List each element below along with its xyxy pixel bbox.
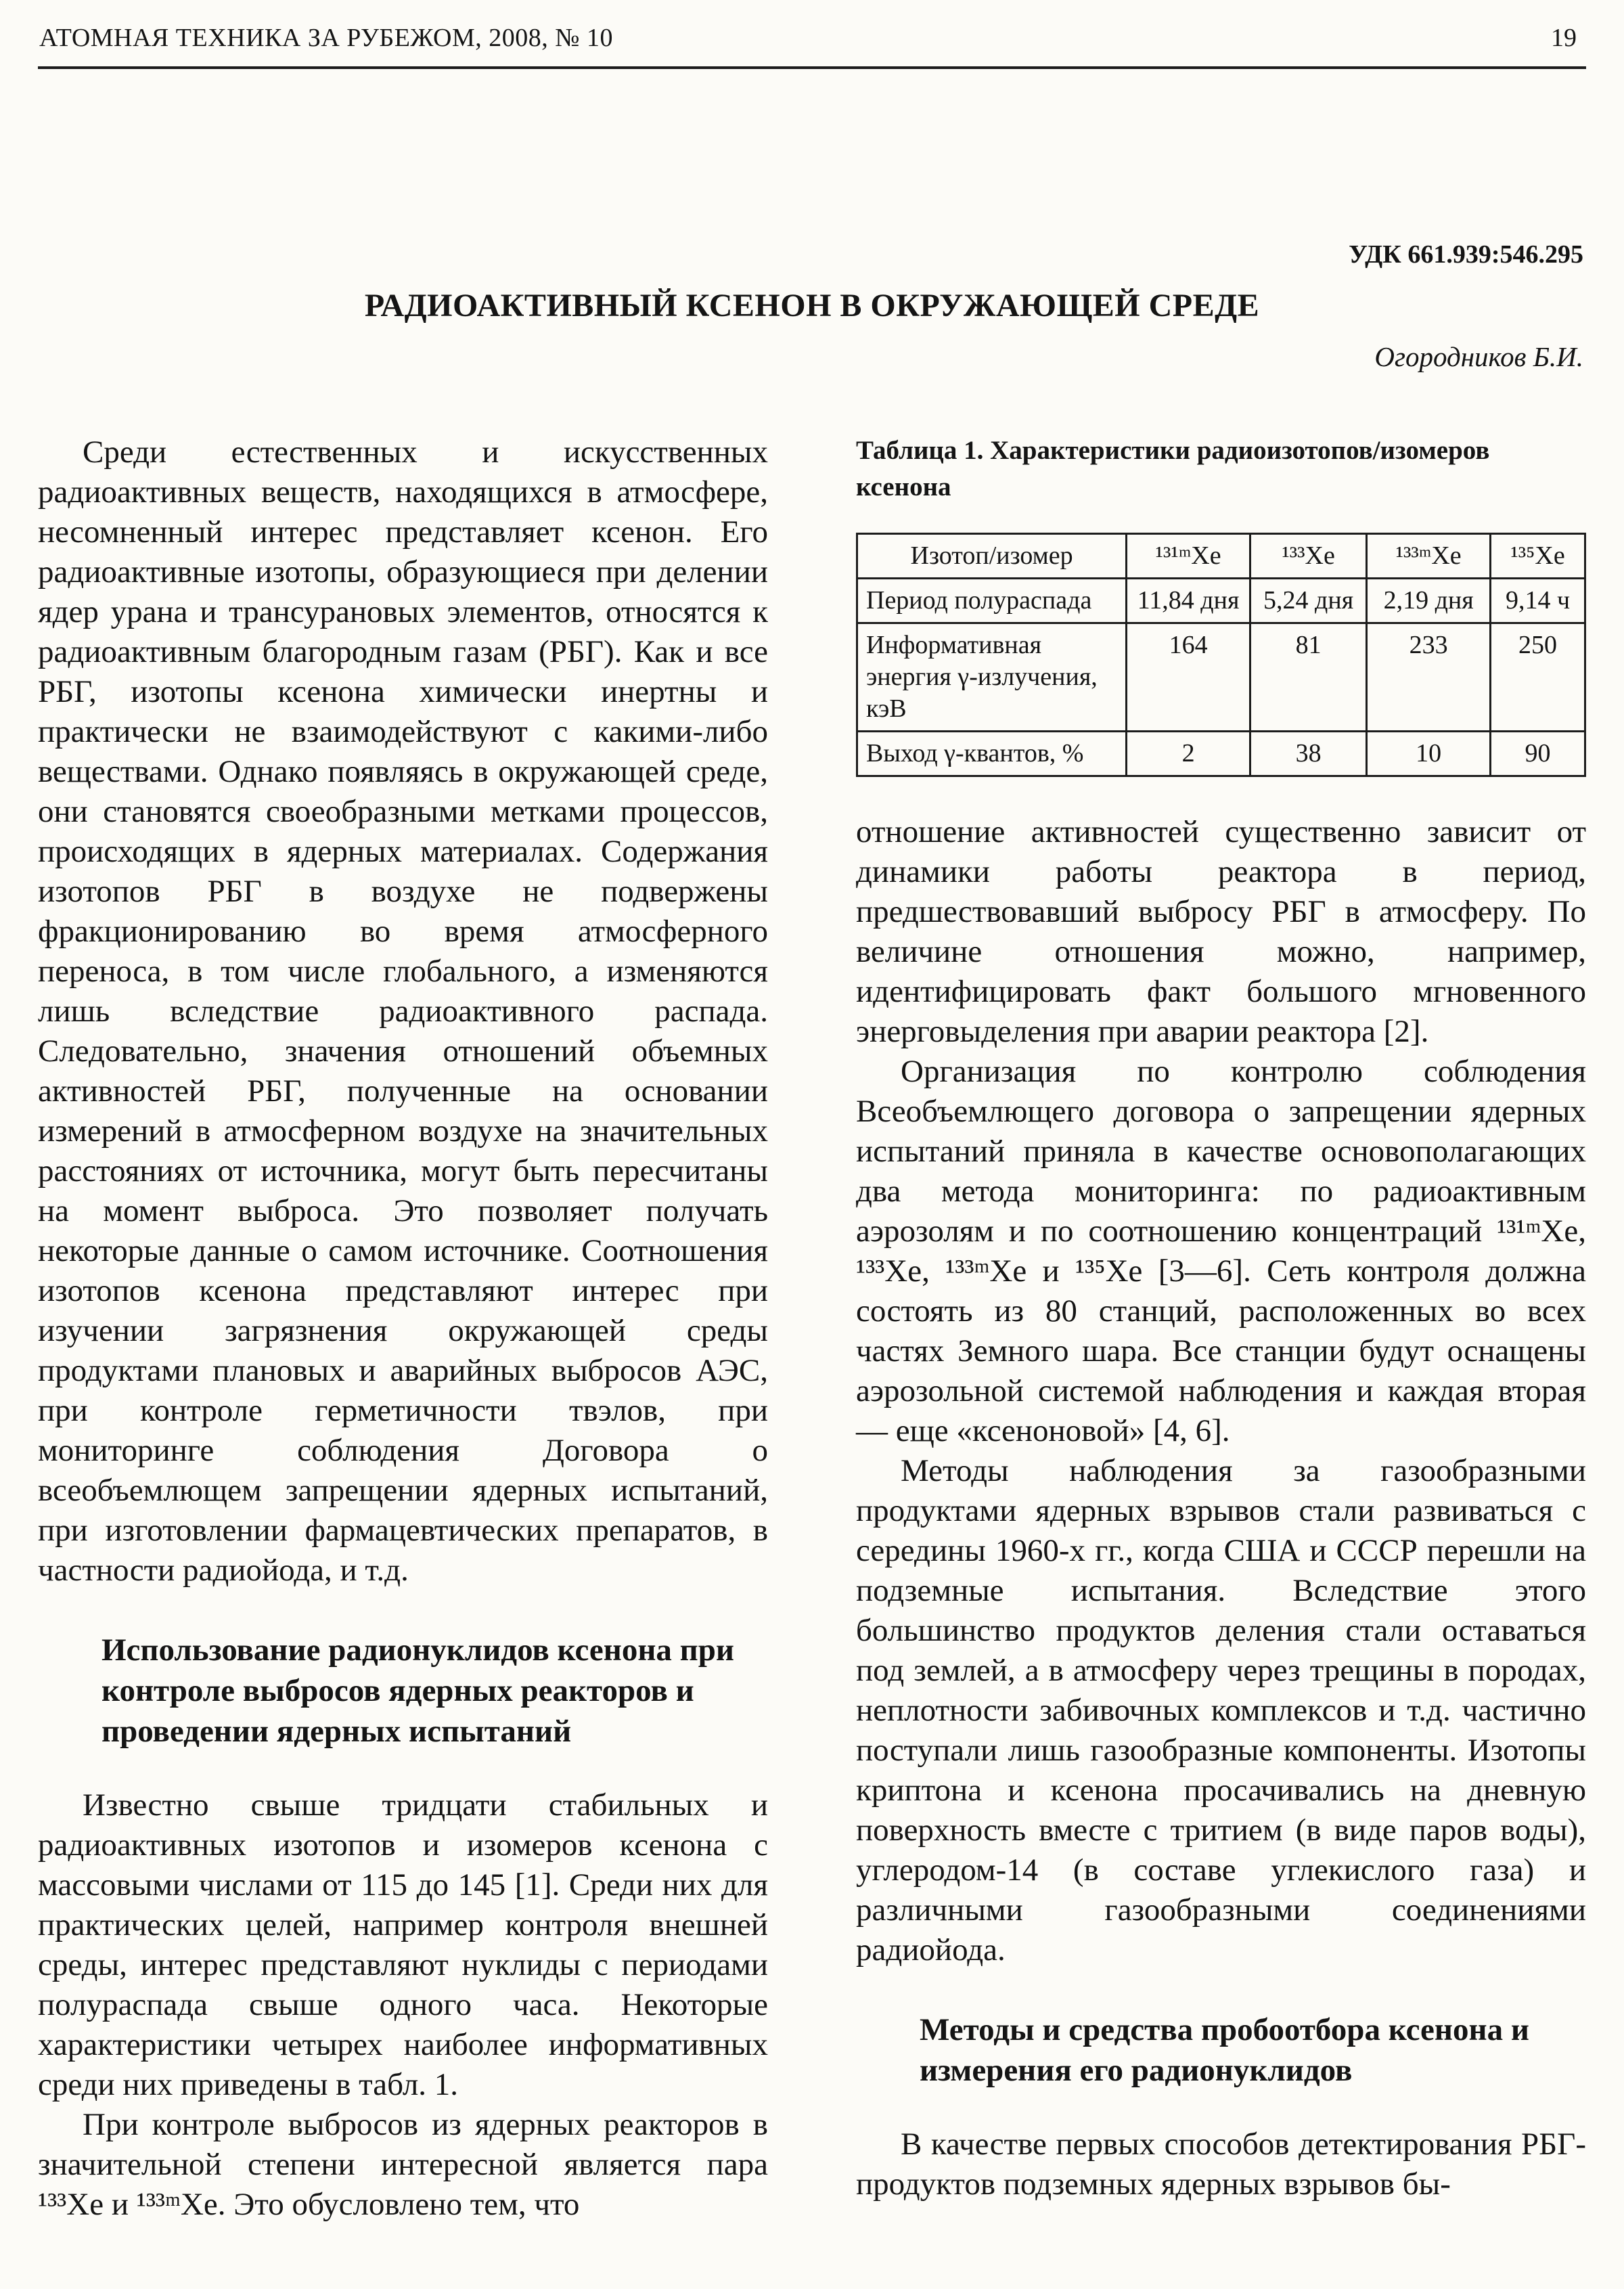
row-label-gamma-energy: Информативная энергия γ-излучения, кэВ <box>857 623 1127 732</box>
table-row <box>857 732 1585 776</box>
right-column <box>856 432 1586 2225</box>
value-cell: 10 <box>1367 732 1491 776</box>
ctbto-paragraph: Организация по контролю соблюдения Всеобъемлющего договора о запрещении ядерных испытаний приняла в качестве основополагающих два метода мониторинга: по радиоактивным аэрозолям и по соотношению концентраций ¹³¹ᵐXe, ¹³³Xe, ¹³³ᵐXe и ¹³⁵Xe [3—6]. Сеть контроля должна состоять из 80 станций, расположенных во всех частях Земного шара. Все станции будут оснащены аэрозольной системой наблюдения и каждая вторая — еще «ксеноновой» [4, 6]. <box>856 1054 1586 1448</box>
two-column-body <box>38 432 1586 2225</box>
value-cell: 233 <box>1367 623 1491 732</box>
row-label-half-life: Период полураспада <box>857 579 1127 623</box>
section-heading-methods: Методы и средства пробоотбора ксенона и измерения его радионуклидов <box>920 2012 1529 2088</box>
isotope-table <box>856 533 1586 777</box>
page-header <box>38 18 1586 69</box>
value-cell: 164 <box>1127 623 1250 732</box>
value-cell: 90 <box>1491 732 1585 776</box>
section-heading-usage: Использование радионуклидов ксенона при контроле выбросов ядерных реакторов и проведении ядерных испытаний <box>102 1632 734 1749</box>
column-header-xe133m: ¹³³ᵐXe <box>1367 534 1491 579</box>
reactor-control-paragraph: При контроле выбросов из ядерных реакторов в значительной степени интересной является пара ¹³³Xe и ¹³³ᵐXe. Это обусловлено тем, что <box>38 2107 768 2222</box>
front-matter <box>38 240 1586 373</box>
intro-paragraph: Среди естественных и искусственных радиоактивных веществ, находящихся в атмосфере, несомненный интерес представляет ксенон. Его радиоактивные изотопы, образующиеся при делении ядер урана и трансурановых элементов, относятся к радиоактивным благородным газам (РБГ). Как и все РБГ, изотопы ксенона химически инертны и практически не взаимодействуют с какими-либо веществами. Однако появляясь в окружающей среде, они становятся своеобразными метками процессов, происходящих в ядерных материалах. Содержания изотопов РБГ в воздухе не подвержены фракционированию во время атмосферного переноса, в том числе глобального, а изменяются лишь вследствие радиоактивного распада. Следовательно, значения отношений объемных активностей РБГ, полученные на основании измерений в атмосферном воздухе на значительных расстояниях от источника, могут быть пересчитаны на момент выброса. Это позволяет получать некоторые данные о самом источнике. Соотношения изотопов ксенона представляют интерес при изучении загрязнения окружающей среды продуктами плановых и аварийных выбросов АЭС, при контроле герметичности твэлов, при мониторинге соблюдения Договора о всеобъемлющем запрещении ядерных испытаний, при изготовлении фармацевтических препаратов, в частности радиойода, и т.д. <box>38 435 768 1588</box>
row-label-gamma-yield: Выход γ-квантов, % <box>857 732 1127 776</box>
table-row <box>857 579 1585 623</box>
column-header-xe133: ¹³³Xe <box>1250 534 1367 579</box>
value-cell: 2,19 дня <box>1367 579 1491 623</box>
page-number: 19 <box>1551 24 1577 52</box>
article-title: РАДИОАКТИВНЫЙ КСЕНОН В ОКРУЖАЮЩЕЙ СРЕДЕ <box>364 288 1260 324</box>
value-cell: 81 <box>1250 623 1367 732</box>
table-header-row <box>857 534 1585 579</box>
value-cell: 11,84 дня <box>1127 579 1250 623</box>
article-author: Огородников Б.И. <box>1374 341 1583 372</box>
value-cell: 2 <box>1127 732 1250 776</box>
methods-history-paragraph: Методы наблюдения за газообразными продуктами ядерных взрывов стали развиваться с середины 1960-х гг., когда США и СССР перешли на подземные испытания. Вследствие этого большинство продуктов деления стали оставаться под землей, а в атмосферу через трещины в породах, неплотности забивочных комплексов и т.д. частично поступали лишь газообразные компоненты. Изотопы криптона и ксенона просачивались на дневную поверхность вместе с тритием (в виде паров воды), углеродом-14 (в составе углекислого газа) и различными газообразными соединениями радиойода. <box>856 1453 1586 1968</box>
column-header-xe135: ¹³⁵Xe <box>1491 534 1585 579</box>
column-header-xe131m: ¹³¹ᵐXe <box>1127 534 1250 579</box>
udk-code: УДК 661.939:546.295 <box>1349 240 1583 269</box>
column-header-isotope: Изотоп/изомер <box>857 534 1127 579</box>
journal-title: АТОМНАЯ ТЕХНИКА ЗА РУБЕЖОМ, 2008, № 10 <box>39 24 614 52</box>
table-row <box>857 623 1585 732</box>
value-cell: 5,24 дня <box>1250 579 1367 623</box>
table-caption: Таблица 1. Характеристики радиоизотопов/изомеров ксенона <box>856 436 1490 502</box>
value-cell: 9,14 ч <box>1491 579 1585 623</box>
detection-paragraph: В качестве первых способов детектирования РБГ-продуктов подземных ядерных взрывов бы- <box>856 2127 1586 2202</box>
value-cell: 38 <box>1250 732 1367 776</box>
ratio-paragraph: отношение активностей существенно зависит от динамики работы реактора в период, предшествовавший выбросу РБГ в атмосферу. По величине отношения можно, например, идентифицировать факт большого мгновенного энерговыделения при аварии реактора [2]. <box>856 814 1586 1049</box>
value-cell: 250 <box>1491 623 1585 732</box>
left-column <box>38 432 768 2225</box>
isotopes-paragraph: Известно свыше тридцати стабильных и радиоактивных изотопов и изомеров ксенона с массовыми числами от 115 до 145 [1]. Среди них для практических целей, например контроля внешней среды, интерес представляют нуклиды с периодами полураспада свыше одного часа. Некоторые характеристики четырех наиболее информативных среди них приведены в табл. 1. <box>38 1787 768 2102</box>
